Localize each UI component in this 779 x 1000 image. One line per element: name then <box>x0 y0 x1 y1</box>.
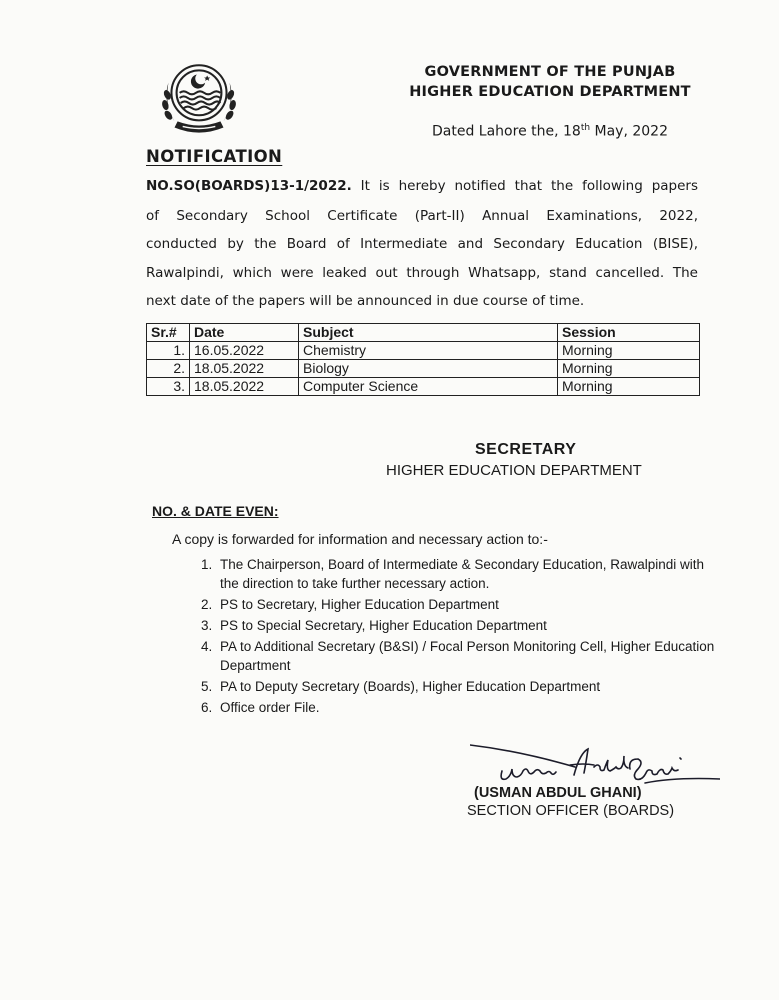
header-sr: Sr.# <box>147 324 190 342</box>
cell-subject: Chemistry <box>299 342 558 360</box>
body-line-5: next date of the papers will be announced in due course of time. <box>146 293 585 309</box>
table-row <box>147 360 700 378</box>
cell-session: Morning <box>558 378 700 396</box>
cell-date: 18.05.2022 <box>190 378 299 396</box>
dated-line: Dated Lahore the, 18th May, 2022 <box>432 123 668 140</box>
punjab-emblem-logo <box>148 52 250 154</box>
list-item: 3. PS to Special Secretary, Higher Education Department <box>216 616 726 635</box>
cell-sr: 1. <box>147 342 190 360</box>
list-item: 6. Office order File. <box>216 698 726 717</box>
list-item: 5. PA to Deputy Secretary (Boards), Higher Education Department <box>216 677 726 696</box>
signatory-name: (USMAN ABDUL GHANI) <box>474 785 642 801</box>
department-heading: HIGHER EDUCATION DEPARTMENT <box>409 84 691 100</box>
table-row <box>147 342 700 360</box>
notification-ref: NO.SO(BOARDS)13-1/2022. <box>146 178 352 194</box>
header-subject: Subject <box>299 324 558 342</box>
body-line-4: Rawalpindi, which were leaked out through Whatsapp, stand cancelled. The <box>146 265 698 281</box>
body-line-3: conducted by the Board of Intermediate and Secondary Education (BISE), <box>146 236 698 252</box>
table-header-row <box>147 324 700 342</box>
number-date-even-heading: NO. & DATE EVEN: <box>152 503 279 519</box>
list-item: 4. PA to Additional Secretary (B&SI) / Focal Person Monitoring Cell, Higher Education Department <box>216 637 726 675</box>
cell-subject: Biology <box>299 360 558 378</box>
handwritten-signature <box>470 737 720 789</box>
forward-intro: A copy is forwarded for information and necessary action to:- <box>172 531 548 547</box>
cell-date: 18.05.2022 <box>190 360 299 378</box>
body-line-2: of Secondary School Certificate (Part-II) Annual Examinations, 2022, <box>146 208 698 224</box>
secretary-title: SECRETARY <box>475 441 577 458</box>
table-row <box>147 378 700 396</box>
notification-body <box>146 178 698 308</box>
secretary-department: HIGHER EDUCATION DEPARTMENT <box>386 462 642 479</box>
cell-subject: Computer Science <box>299 378 558 396</box>
cell-date: 16.05.2022 <box>190 342 299 360</box>
cancelled-papers-table <box>146 323 700 396</box>
list-item: 1. The Chairperson, Board of Intermediate & Secondary Education, Rawalpindi with the direction to take further necessary action. <box>216 555 726 593</box>
recipients-list <box>198 555 726 719</box>
header-date: Date <box>190 324 299 342</box>
signatory-title: SECTION OFFICER (BOARDS) <box>467 803 675 819</box>
body-line-1: NO.SO(BOARDS)13-1/2022. It is hereby notified that the following papers <box>146 178 698 194</box>
cell-sr: 2. <box>147 360 190 378</box>
government-heading: GOVERNMENT OF THE PUNJAB <box>424 64 676 80</box>
header-session: Session <box>558 324 700 342</box>
notification-title: NOTIFICATION <box>146 147 283 166</box>
cell-session: Morning <box>558 342 700 360</box>
cell-session: Morning <box>558 360 700 378</box>
cell-sr: 3. <box>147 378 190 396</box>
list-item: 2. PS to Secretary, Higher Education Department <box>216 595 726 614</box>
